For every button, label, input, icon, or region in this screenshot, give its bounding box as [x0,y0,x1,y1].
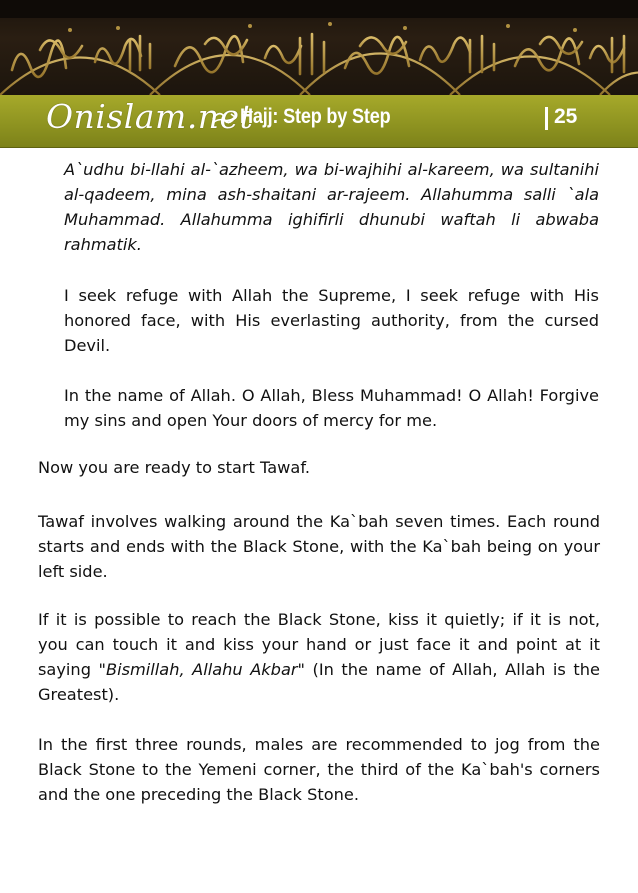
page-number-divider [545,107,548,130]
brand-logo: Onislam.net [46,97,254,136]
takbir-meaning: (In the name of Allah, Allah is the Greatest). [38,660,600,704]
ornament-swirl-icon [211,111,237,127]
page-number: 25 [554,105,578,128]
header-banner-image [0,0,638,95]
title-bar [0,95,638,148]
ready-for-tawaf: Now you are ready to start Tawaf. [38,458,310,477]
takbir-quote: "Bismillah, Allahu Akbar" [98,660,305,679]
first-rounds-jogging: In the first three rounds, males are recommended to jog from the Black Stone to the Yemeni corner, the third of the Ka`bah's corners and the one preceding the Black Stone. [38,735,600,804]
kiswa-calligraphy-pattern [0,0,638,95]
dua-translation-mercy: In the name of Allah. O Allah, Bless Muhammad! O Allah! Forgive my sins and open Your doors of mercy for me. [64,386,599,430]
dua-transliteration: A`udhu bi-llahi al-`azheem, wa bi-wajhihi al-kareem, wa sultanihi al-qadeem, mina ash-shaitani ar-rajeem. Allahumma salli `ala Muhammad. Allahumma ighifirli dhunubi waftah li abwaba rahmatik. [64,160,599,254]
section-title: Hajj: Step by Step [240,105,391,128]
tawaf-description: Tawaf involves walking around the Ka`bah seven times. Each round starts and ends with the Black Stone, with the Ka`bah being on your left side. [38,512,600,581]
black-stone-intro: If it is possible to reach the Black Stone, kiss it quietly; if it is not, you can touch it and kiss your hand or just face it and point at it saying [38,610,600,679]
black-stone-instruction [38,607,600,707]
dua-translation-refuge: I seek refuge with Allah the Supreme, I seek refuge with His honored face, with His everlasting authority, from the cursed Devil. [64,286,599,355]
